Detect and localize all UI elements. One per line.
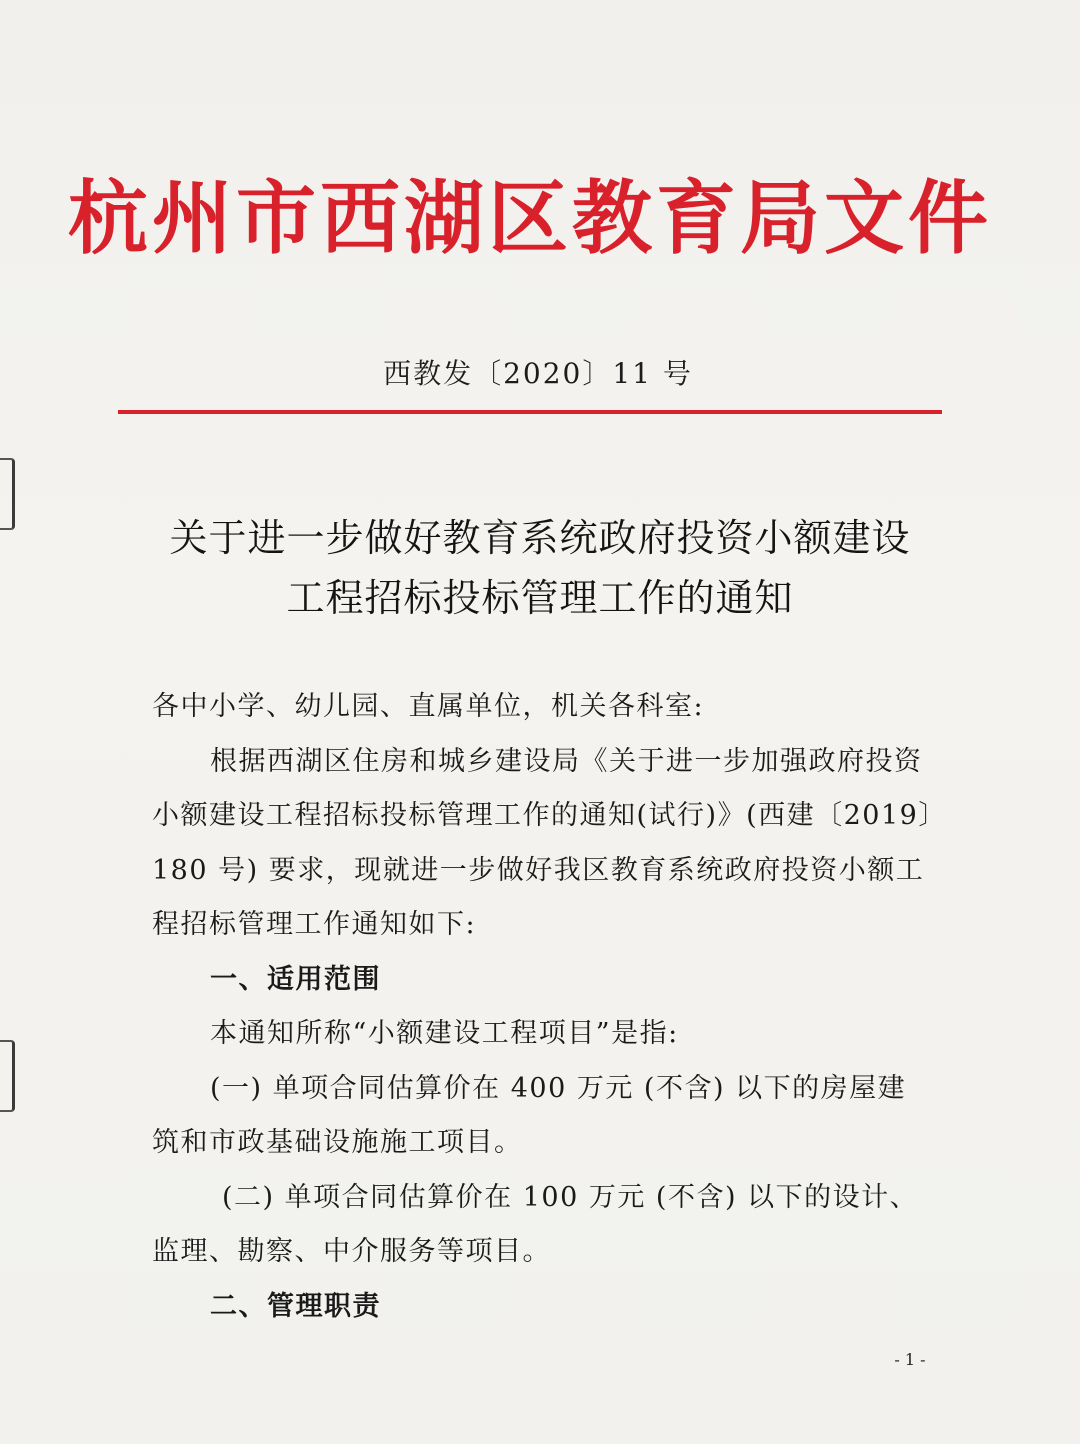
item-1-line-2: 筑和市政基础设施施工项目。 — [152, 1127, 523, 1158]
section-2-heading: 二、管理职责 — [210, 1290, 381, 1322]
item-1-line-1: (一) 单项合同估算价在 400 万元 (不含) 以下的房屋建 — [210, 1072, 907, 1104]
notice-title-line-2: 工程招标投标管理工作的通知 — [286, 576, 794, 620]
binder-clip-top — [0, 458, 15, 530]
section-1-definition: 本通知所称“小额建设工程项目”是指: — [210, 1018, 679, 1049]
binder-clip-bottom — [0, 1040, 15, 1112]
intro-line-3: 180 号) 要求，现就进一步做好我区教育系统政府投资小额工 — [152, 854, 925, 886]
item-2-line-2: 监理、勘察、中介服务等项目。 — [152, 1236, 551, 1267]
notice-title-line-1: 关于进一步做好教育系统政府投资小额建设 — [169, 516, 911, 560]
section-1-heading: 一、适用范围 — [210, 963, 381, 995]
intro-line-4: 程招标管理工作通知如下: — [152, 909, 477, 940]
red-divider-line — [118, 410, 942, 414]
organization-header-title: 杭州市西湖区教育局文件 — [68, 171, 992, 265]
page-number: - 1 - — [894, 1350, 926, 1369]
intro-line-1: 根据西湖区住房和城乡建设局《关于进一步加强政府投资 — [210, 745, 923, 777]
document-number: 西教发〔2020〕11 号 — [383, 357, 693, 390]
item-2-line-1: (二) 单项合同估算价在 100 万元 (不含) 以下的设计、 — [222, 1181, 919, 1213]
salutation: 各中小学、幼儿园、直属单位，机关各科室: — [152, 691, 705, 722]
notice-title — [90, 508, 990, 628]
intro-line-2: 小额建设工程招标投标管理工作的通知(试行)》(西建〔2019〕 — [152, 800, 947, 831]
notice-body — [152, 680, 947, 1334]
